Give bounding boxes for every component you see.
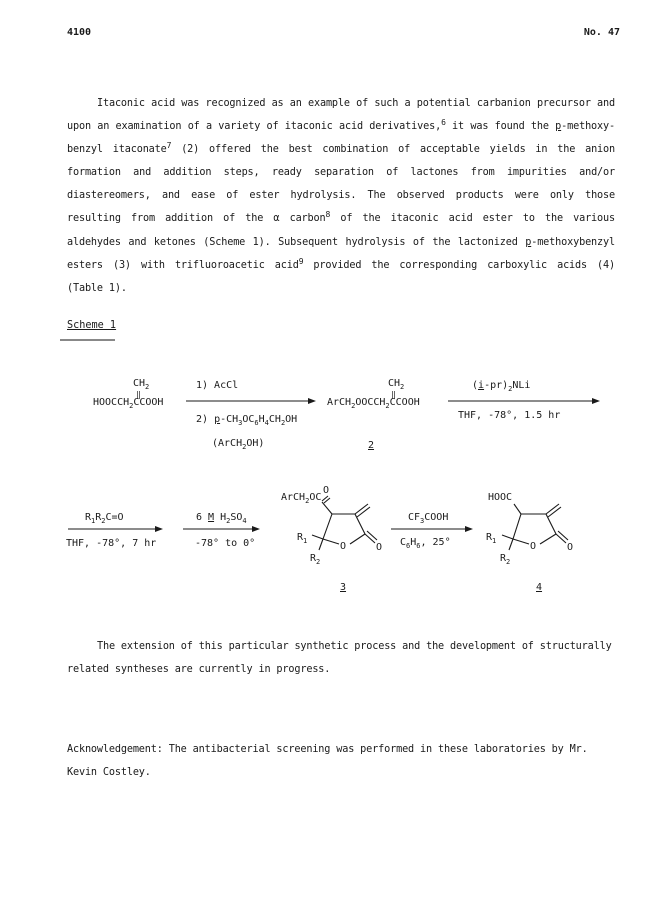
itaconic-acid: $HOOCCH_2CCOOH$ bbox=[93, 397, 164, 410]
p1-text-3: -methoxy-benzyl itaconate bbox=[67, 121, 615, 156]
p1-para-prefix: p bbox=[555, 121, 562, 133]
page-number: 4100 bbox=[67, 27, 92, 38]
step3-condition-2: THF, -78°, 7 hr bbox=[66, 538, 157, 549]
acid-ring-oxygen: O bbox=[530, 541, 537, 552]
lactone-ring-oxygen: O bbox=[340, 541, 347, 552]
step4-condition-2: -78° to 0° bbox=[195, 538, 256, 549]
acid-r1: $R_1$ bbox=[486, 532, 497, 545]
ref-9: 9 bbox=[298, 256, 304, 266]
step5-condition-2: $C_6H_6$, 25° bbox=[400, 537, 451, 550]
lactone-ester-carbonyl-o: O bbox=[323, 485, 330, 496]
p1-text-5: of the itaconic acid ester to the various aldehydes and ketones (Scheme 1). Subsequent hydrolysis of the lactonized bbox=[67, 213, 615, 248]
step2-condition-1: $(i-pr)_2NLi$ bbox=[472, 380, 531, 393]
step2-condition-2: THF, -78°, 1.5 hr bbox=[458, 410, 561, 421]
scheme-title: Scheme 1 bbox=[67, 320, 117, 331]
ref-6: 6 bbox=[441, 118, 446, 128]
arrowhead-4 bbox=[252, 526, 260, 532]
acid-r2: $R_2$ bbox=[500, 553, 511, 566]
step5-condition-1: $CF_3COOH$ bbox=[408, 512, 449, 525]
itaconic-double-bond: ‖ bbox=[136, 390, 141, 399]
p1-text-1: Itaconic acid was recognized as an example of such a potential carbanion precursor and upon an examination of a variety of itaconic acid derivatives, bbox=[67, 98, 615, 133]
lactone-ester-substituent: ArCH$_2$OC bbox=[281, 492, 322, 505]
lactone-r1: $R_1$ bbox=[297, 532, 308, 545]
lactone-r2: $R_2$ bbox=[310, 553, 321, 566]
p1-text-4: (2) offered the best combination of acceptable yields in the anion formation and addition steps, ready separation of lactones from impurities and/or diastereomers, and ease of ester hydrolysis. The observed products were only those resulting from addition of the α carbon bbox=[67, 144, 616, 225]
step4-condition-1: 6 M $H_2SO_4$ bbox=[196, 512, 247, 525]
lactone-carbonyl-oxygen: O bbox=[376, 542, 383, 553]
ester-ch2: $CH_2$ bbox=[388, 378, 405, 391]
issue-number: No. 47 bbox=[583, 27, 620, 38]
step3-condition-1: $R_1R_2C=O$ bbox=[85, 512, 124, 525]
itaconic-ch2: $CH_2$ bbox=[133, 378, 150, 391]
ref-7: 7 bbox=[166, 141, 172, 151]
step1-condition-2: 2) $p-CH_3OC_6H_4CH_2OH$ bbox=[196, 414, 298, 427]
acknowledgement-label: Acknowledgement: bbox=[67, 744, 163, 755]
paragraph-2-text: The extension of this particular synthetic process and the development of structurally related syntheses are currently in progress. bbox=[67, 641, 612, 676]
step1-reagent-abbrev: (ArCH$_2$OH) bbox=[212, 438, 265, 451]
acknowledgement bbox=[67, 738, 615, 784]
arrowhead-1 bbox=[308, 398, 316, 404]
p1-text-7: provided the corresponding carboxylic acids (4) (Table 1). bbox=[67, 259, 616, 294]
arrowhead-5 bbox=[465, 526, 473, 532]
p1-text-2: it was found the bbox=[445, 121, 556, 133]
acid-carbonyl-oxygen: O bbox=[567, 542, 574, 553]
arrowhead-2 bbox=[592, 398, 600, 404]
paragraph-1 bbox=[67, 92, 615, 300]
ester-compound: $ArCH_2OOCCH_2CCOOH$ bbox=[327, 397, 420, 410]
paragraph-2 bbox=[67, 635, 615, 681]
compound-label-4: 4 bbox=[536, 582, 543, 593]
compound-label-2: 2 bbox=[368, 440, 375, 451]
compound-label-3: 3 bbox=[340, 582, 347, 593]
step1-condition-1: 1) AcCl bbox=[196, 380, 239, 391]
arrowhead-3 bbox=[155, 526, 163, 532]
reaction-scheme bbox=[0, 350, 672, 620]
p1-para-prefix-2: p bbox=[525, 236, 532, 248]
ester-double-bond: ‖ bbox=[391, 390, 396, 399]
ref-8: 8 bbox=[325, 210, 331, 220]
acid-substituent: HOOC bbox=[488, 492, 513, 503]
scheme-title-rule bbox=[60, 339, 115, 341]
p1-text-6: -methoxybenzyl esters (3) with trifluoroacetic acid bbox=[67, 236, 615, 271]
acknowledgement-text: The antibacterial screening was performed in these laboratories by Mr. Kevin Costley. bbox=[67, 744, 588, 779]
